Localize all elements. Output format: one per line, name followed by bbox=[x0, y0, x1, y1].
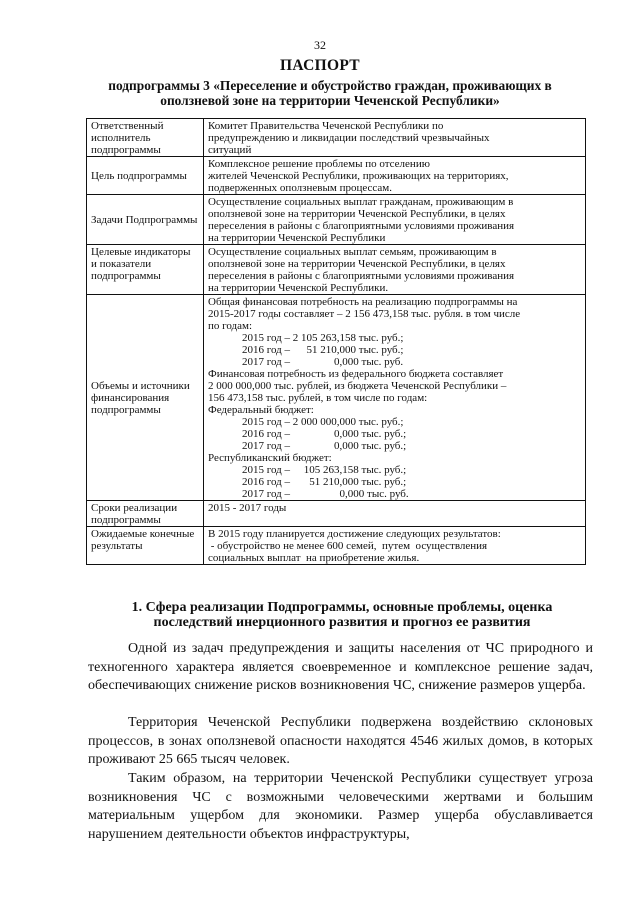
federal-budget-label: Федеральный бюджет: bbox=[208, 404, 314, 416]
value-line: Осуществление социальных выплат семьям, проживающим в bbox=[208, 246, 497, 258]
value-line: 156 473,158 тыс. рублей, в том числе по годам: bbox=[208, 392, 428, 404]
row-value bbox=[204, 119, 586, 157]
table-row bbox=[87, 527, 586, 565]
value-line: оползневой зоне на территории Чеченской Республики, в целях bbox=[208, 258, 506, 270]
paragraph-text: Территория Чеченской Республики подвержена воздействию склоновых процессов, в зонах оползневой опасности находятся 4546 жилых домов, в которых проживают 25 665 тысяч человек. bbox=[88, 715, 593, 767]
table-row bbox=[87, 295, 586, 501]
paragraph-text: Таким образом, на территории Чеченской Республики существует угроза возникновения ЧС с возможными человеческими жертвами и большим материальным ущербом для экономики. Размер ущерба обуславливается нарушением деятельности объектов инфраструктуры, bbox=[88, 771, 593, 842]
value-line: на территории Чеченской Республики bbox=[208, 232, 386, 244]
section-heading: 1. Сфера реализации Подпрограммы, основные проблемы, оценка последствий инерционного развития и прогноз ее развития bbox=[131, 600, 553, 630]
value-line: В 2015 году планируется достижение следующих результатов: bbox=[208, 528, 501, 540]
value-line: жителей Чеченской Республики, проживающих на территориях, bbox=[208, 170, 509, 182]
value-line: предупреждению и ликвидации последствий чрезвычайных bbox=[208, 132, 490, 144]
year-line: 2017 год – 0,000 тыс. руб. bbox=[242, 488, 409, 500]
value-line: переселения в районы с благоприятными условиями проживания bbox=[208, 270, 515, 282]
year-line: 2017 год – 0,000 тыс. руб.; bbox=[242, 440, 407, 452]
year-line: 2015 год – 2 105 263,158 тыс. руб.; bbox=[242, 332, 404, 344]
year-line: 2016 год – 51 210,000 тыс. руб.; bbox=[242, 344, 404, 356]
value-line: социальных выплат на приобретение жилья. bbox=[208, 552, 420, 564]
row-value bbox=[204, 195, 586, 245]
table-row bbox=[87, 119, 586, 157]
value-line: оползневой зоне на территории Чеченской Республики, в целях bbox=[208, 208, 506, 220]
page-number: 32 bbox=[314, 38, 326, 52]
republic-budget-label: Республиканский бюджет: bbox=[208, 452, 332, 464]
page-title: ПАСПОРТ bbox=[280, 57, 360, 74]
value-line: подверженных оползневым процессам. bbox=[208, 182, 392, 194]
row-label: Целевые индикаторы и показатели подпрограммы bbox=[87, 245, 204, 295]
value-line: 2 000 000,000 тыс. рублей, из бюджета Чеченской Республики – bbox=[208, 380, 507, 392]
paragraph bbox=[88, 640, 593, 696]
row-label: Ожидаемые конечные результаты bbox=[87, 527, 204, 565]
table-row bbox=[87, 195, 586, 245]
value-line: - обустройство не менее 600 семей, путем осуществления bbox=[208, 540, 488, 552]
value-line: 2015 - 2017 годы bbox=[208, 502, 287, 514]
value-line: ситуаций bbox=[208, 144, 252, 156]
year-line: 2015 год – 2 000 000,000 тыс. руб.; bbox=[242, 416, 404, 428]
row-value bbox=[204, 501, 586, 527]
year-line: 2016 год – 51 210,000 тыс. руб.; bbox=[242, 476, 407, 488]
year-line: 2015 год – 105 263,158 тыс. руб.; bbox=[242, 464, 407, 476]
table-row bbox=[87, 501, 586, 527]
value-line: Комитет Правительства Чеченской Республики по bbox=[208, 120, 444, 132]
row-label: Объемы и источники финансирования подпрограммы bbox=[87, 295, 204, 501]
value-line: по годам: bbox=[208, 320, 253, 332]
table-row bbox=[87, 157, 586, 195]
value-line: Осуществление социальных выплат гражданам, проживающим в bbox=[208, 196, 514, 208]
value-line: Общая финансовая потребность на реализацию подпрограммы на bbox=[208, 296, 518, 308]
table-row bbox=[87, 245, 586, 295]
value-line: 2015-2017 годы составляет – 2 156 473,158 тыс. рубля. в том числе bbox=[208, 308, 521, 320]
row-label: Цель подпрограммы bbox=[87, 157, 204, 195]
row-label: Ответственный исполнитель подпрограммы bbox=[87, 119, 204, 157]
row-label: Задачи Подпрограммы bbox=[87, 195, 204, 245]
paragraph-text: Одной из задач предупреждения и защиты населения от ЧС природного и техногенного характера является своевременное и комплексное решение задач, обеспечивающих снижение рисков возникновения ЧС, снижение размеров ущерба. bbox=[88, 641, 593, 693]
value-line: переселения в районы с благоприятными условиями проживания bbox=[208, 220, 515, 232]
value-line: Финансовая потребность из федерального бюджета составляет bbox=[208, 368, 504, 380]
row-value bbox=[204, 295, 586, 501]
passport-table bbox=[86, 118, 586, 565]
value-line: Комплексное решение проблемы по отселению bbox=[208, 158, 430, 170]
value-line: на территории Чеченской Республики. bbox=[208, 282, 389, 294]
row-value bbox=[204, 245, 586, 295]
page-subtitle: подпрограммы 3 «Переселение и обустройство граждан, проживающих в оползневой зоне на территории Чеченской Республики» bbox=[108, 78, 552, 108]
row-value bbox=[204, 527, 586, 565]
paragraph bbox=[88, 770, 593, 844]
year-line: 2016 год – 0,000 тыс. руб.; bbox=[242, 428, 407, 440]
year-line: 2017 год – 0,000 тыс. руб. bbox=[242, 356, 404, 368]
row-label: Сроки реализации подпрограммы bbox=[87, 501, 204, 527]
paragraph bbox=[88, 714, 593, 770]
row-value bbox=[204, 157, 586, 195]
